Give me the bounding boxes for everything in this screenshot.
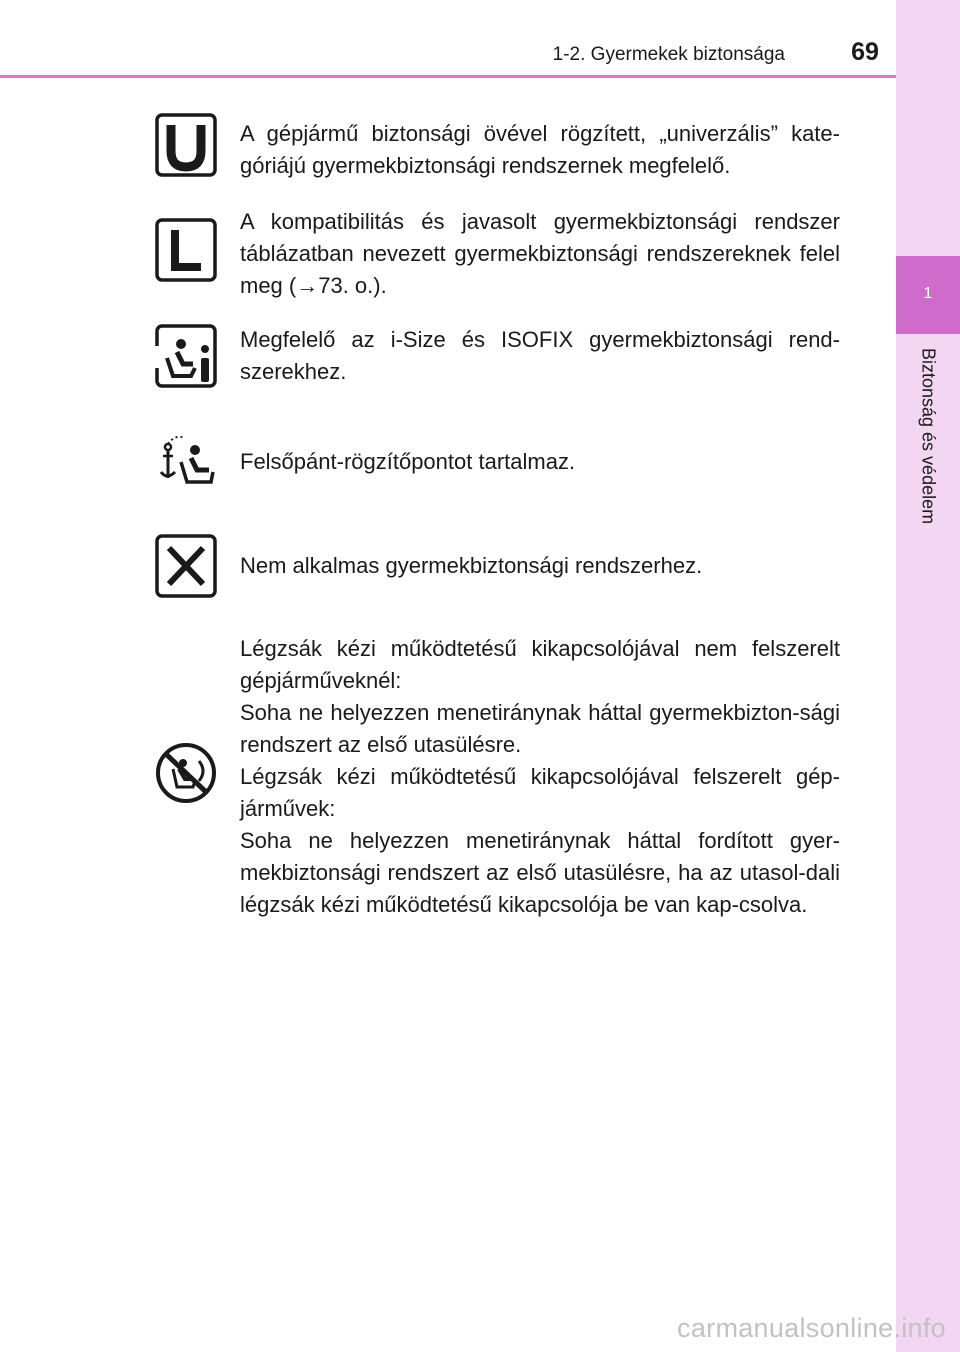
section-title: 1-2. Gyermekek biztonsága: [552, 44, 785, 65]
chapter-number: 1: [923, 285, 933, 302]
entry-top-tether-text: Felsőpánt-rögzítőpontot tartalmaz.: [240, 449, 576, 474]
entry-not-suitable-text: Nem alkalmas gyermekbiztonsági rendszerhez.: [240, 553, 703, 578]
top-tether-anchor-icon: [155, 436, 217, 486]
not-suitable-x-icon: [155, 534, 217, 598]
i-size-isofix-icon: [155, 324, 217, 388]
entry-l-category-text: A kompatibilitás és javasolt gyermekbiztonsági rendszer táblázatban nevezett gyermekbiztonsági rendszereknek felel meg (→73. o.).: [240, 209, 840, 298]
entry-airbag-warning-text: Légzsák kézi működtetésű kikapcsolójával nem felszerelt gépjárműveknél: Soha ne helyezzen menetiránynak háttal gyermekbizton-sági rendszert az első utasülésre. Légzsák kézi működtetésű kikapcsolójával felszerelt gép-járművek: Soha ne helyezzen menetiránynak háttal fordított gyer-mekbiztonsági rendszert az első utasülésre, ha az utasol-dali légzsák kézi működtetésű kikapcsolója be van kap-csolva.: [240, 636, 840, 917]
entry-i-size-text: Megfelelő az i-Size és ISOFIX gyermekbiztonsági rend-szerekhez.: [240, 327, 840, 384]
u-universal-icon: [155, 113, 217, 177]
no-rear-facing-seat-airbag-icon: [155, 741, 217, 805]
chapter-title: Biztonság és védelem: [918, 348, 939, 525]
entry-universal-text: A gépjármű biztonsági övével rögzített, „univerzális” kate-góriájú gyermekbiztonsági rendszernek megfelelő.: [240, 121, 840, 178]
page-number: 69: [851, 38, 879, 66]
l-category-icon: [155, 218, 217, 282]
header-divider: [0, 75, 896, 78]
chapter-tab: [896, 256, 960, 334]
watermark: carmanualsonline.info: [677, 1313, 946, 1343]
side-strip: [896, 0, 960, 1352]
